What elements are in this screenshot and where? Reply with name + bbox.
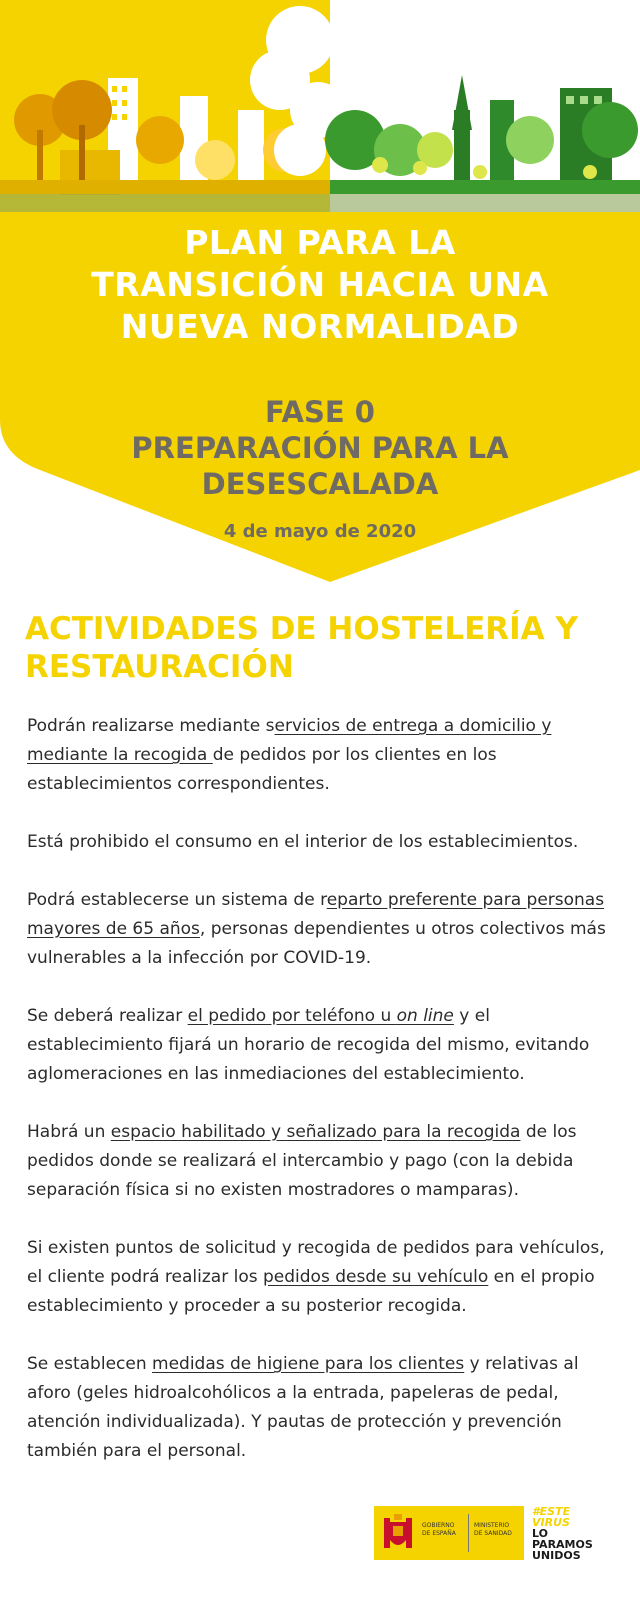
underlined-text: on line: [396, 1006, 454, 1026]
phase-heading: [20, 394, 620, 502]
body-text: y relativas al aforo (geles hidroalcohólicos a la entrada, papeleras de pedal, atención individualizada). Y pautas de protección y prevención también para el personal.: [27, 1354, 579, 1461]
body-text: y el establecimiento fijará un horario de recogida del mismo, evitando aglomeraciones en las inmediaciones del establecimiento.: [27, 1006, 590, 1084]
underlined-text: ervicios de entrega a domicilio y mediante la recogida: [27, 716, 552, 765]
content-paragraph: [27, 1234, 617, 1321]
content-body: [27, 712, 617, 1495]
plan-title-line-2: TRANSICIÓN HACIA UNA: [91, 265, 549, 304]
section-title: [25, 610, 625, 686]
body-text: de los pedidos donde se realizará el intercambio y pago (con la debida separación física si no existen mostradores o mamparas).: [27, 1122, 577, 1200]
content-paragraph: [27, 1118, 617, 1205]
underlined-text: eparto preferente para personas mayores de 65 años: [27, 890, 605, 939]
phase-line-2: PREPARACIÓN PARA LA: [131, 431, 509, 465]
publication-date: 4 de mayo de 2020: [223, 521, 417, 542]
body-text: Se deberá realizar: [27, 1006, 188, 1026]
body-text: Se establecen: [27, 1354, 153, 1374]
underlined-text: el pedido por teléfono u: [187, 1006, 397, 1026]
right-green-city-icon: [325, 0, 640, 212]
content-paragraph: [27, 712, 617, 799]
plan-title-line-1: PLAN PARA LA: [184, 223, 456, 262]
body-text: Si existen puntos de solicitud y recogida de pedidos para vehículos, el cliente podrá realizar los: [27, 1238, 605, 1287]
underlined-text: medidas de higiene para los clientes: [152, 1354, 465, 1374]
government-logo: [374, 1506, 524, 1560]
footer-logos: [374, 1506, 614, 1562]
body-text: de pedidos por los clientes en los establecimientos correspondientes.: [27, 745, 497, 794]
body-text: , personas dependientes u otros colectivos más vulnerables a la infección por COVID-19.: [27, 919, 606, 968]
body-text: en el propio establecimiento y proceder a su posterior recogida.: [27, 1267, 595, 1316]
content-paragraph: [27, 828, 617, 857]
body-text: Podrán realizarse mediante s: [27, 716, 275, 736]
plan-title-line-3: NUEVA NORMALIDAD: [120, 307, 520, 346]
logo-divider: [468, 1514, 469, 1552]
section-title-line-1: ACTIVIDADES DE HOSTELERÍA Y: [25, 611, 578, 647]
coat-of-arms-icon: [380, 1512, 416, 1554]
body-text: Podrá establecerse un sistema de r: [27, 890, 327, 910]
body-text: Está prohibido el consumo en el interior de los establecimientos.: [27, 832, 579, 852]
campaign-slogan: LO PARAMOS UNIDOS: [532, 1527, 593, 1562]
underlined-text: espacio habilitado y señalizado para la recogida: [110, 1122, 521, 1142]
content-paragraph: [27, 886, 617, 973]
body-text: Habrá un: [27, 1122, 111, 1142]
government-text: GOBIERNO DE ESPAÑA: [422, 1522, 456, 1537]
header-banner: [0, 0, 640, 600]
campaign-hashtag: #ESTE VIRUS: [532, 1505, 571, 1529]
phase-line-3: DESESCALADA: [201, 467, 439, 501]
plan-title: [20, 222, 620, 348]
phase-line-1: FASE 0: [265, 395, 375, 429]
content-paragraph: [27, 1002, 617, 1089]
underlined-text: pedidos desde su vehículo: [263, 1267, 489, 1287]
section-title-line-2: RESTAURACIÓN: [25, 649, 294, 685]
content-paragraph: [27, 1350, 617, 1466]
ministry-text: MINISTERIO DE SANIDAD: [474, 1522, 512, 1537]
